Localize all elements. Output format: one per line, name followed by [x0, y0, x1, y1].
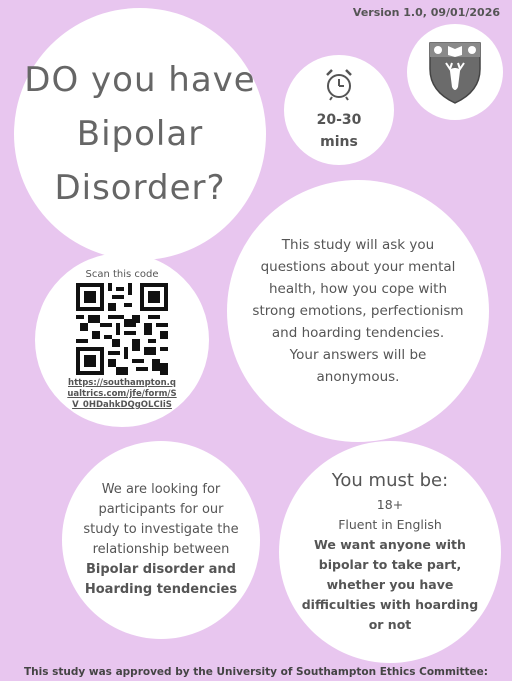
study-info-circle: [227, 180, 489, 442]
logo-circle: [407, 24, 503, 120]
poster-title-line-2: Bipolar: [76, 114, 204, 154]
recruitment-text: [81, 480, 241, 600]
eligibility-note: We want anyone with bipolar to take part, whether you have difficulties with hoarding or not: [301, 536, 479, 632]
duration-value: 20-30: [316, 112, 362, 128]
eligibility-language: Fluent in English: [338, 516, 442, 532]
anonymity-note: Your answers will be anonymous.: [289, 347, 427, 385]
version-label: Version 1.0, 09/01/2026: [352, 6, 500, 19]
title-circle: [14, 8, 266, 260]
duration-circle: [284, 55, 394, 165]
alarm-clock-icon: [324, 67, 354, 101]
poster-title-line-3: Disorder?: [54, 168, 226, 208]
recruitment-circle: [62, 441, 260, 639]
university-crest-icon: [424, 39, 486, 105]
recruitment-plain-text: We are looking for participants for our study to investigate the relationship between: [83, 482, 239, 557]
survey-link[interactable]: https://southampton.qualtrics.com/jfe/form/SV_0HDahkDQgOLCIiS: [67, 378, 177, 410]
eligibility-age: 18+: [376, 496, 404, 512]
poster-title-line-1: DO you have: [24, 60, 256, 100]
duration-unit: mins: [320, 134, 358, 150]
qr-circle: [35, 253, 209, 427]
qr-code-icon[interactable]: [76, 283, 168, 375]
scan-label: Scan this code: [85, 269, 159, 280]
ethics-footer: This study was approved by the University of Southampton Ethics Committee:: [23, 666, 488, 678]
eligibility-circle: [279, 441, 501, 663]
eligibility-heading: You must be:: [331, 469, 449, 491]
recruitment-bold-text: Bipolar disorder and Hoarding tendencies: [84, 562, 238, 597]
study-description: This study will ask you questions about your mental health, how you cope with strong emotions, perfectionism and hoarding tendencies.: [252, 237, 464, 341]
